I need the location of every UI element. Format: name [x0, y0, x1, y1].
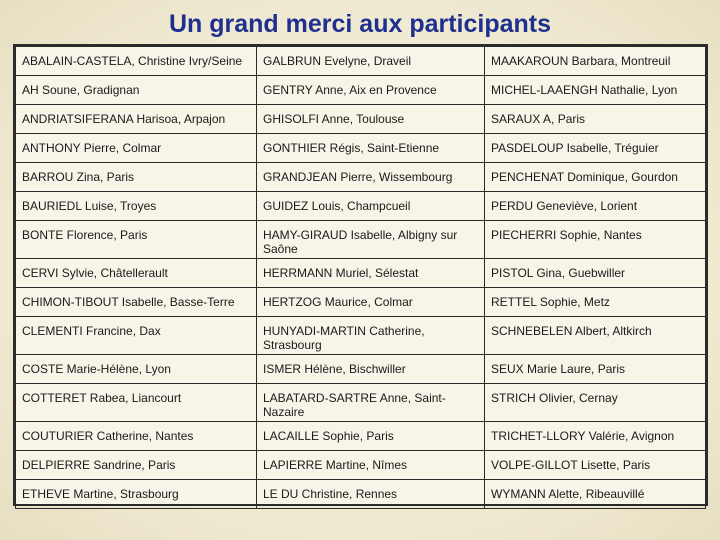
participant-cell: ANDRIATSIFERANA Harisoa, Arpajon	[16, 105, 257, 134]
participant-cell: BAURIEDL Luise, Troyes	[16, 192, 257, 221]
table-row	[16, 76, 706, 105]
participant-cell: SCHNEBELEN Albert, Altkirch	[485, 317, 706, 355]
table-row	[16, 47, 706, 76]
participant-cell: PERDU Geneviève, Lorient	[485, 192, 706, 221]
participant-cell: GUIDEZ Louis, Champcueil	[257, 192, 485, 221]
participant-cell: LAPIERRE Martine, Nîmes	[257, 451, 485, 480]
participant-cell: PIECHERRI Sophie, Nantes	[485, 221, 706, 259]
participant-cell: ETHEVE Martine, Strasbourg	[16, 480, 257, 509]
participant-cell: PENCHENAT Dominique, Gourdon	[485, 163, 706, 192]
participant-cell: MAAKAROUN Barbara, Montreuil	[485, 47, 706, 76]
participant-cell: VOLPE-GILLOT Lisette, Paris	[485, 451, 706, 480]
participant-cell: MICHEL-LAAENGH Nathalie, Lyon	[485, 76, 706, 105]
slide-title: Un grand merci aux participants	[168, 10, 552, 38]
table-row	[16, 163, 706, 192]
participant-cell: RETTEL Sophie, Metz	[485, 288, 706, 317]
participant-cell: GALBRUN Evelyne, Draveil	[257, 47, 485, 76]
participant-cell: ISMER Hélène, Bischwiller	[257, 355, 485, 384]
table-row	[16, 317, 706, 355]
table-row	[16, 259, 706, 288]
table-row	[16, 384, 706, 422]
participant-cell: GONTHIER Régis, Saint-Etienne	[257, 134, 485, 163]
participant-cell: HAMY-GIRAUD Isabelle, Albigny sur Saône	[257, 221, 485, 259]
participant-cell: ANTHONY Pierre, Colmar	[16, 134, 257, 163]
table-row	[16, 221, 706, 259]
table-row	[16, 355, 706, 384]
participant-cell: SEUX Marie Laure, Paris	[485, 355, 706, 384]
participants-table	[13, 44, 708, 506]
participant-cell: PASDELOUP Isabelle, Tréguier	[485, 134, 706, 163]
participant-cell: CHIMON-TIBOUT Isabelle, Basse-Terre	[16, 288, 257, 317]
participant-cell: ABALAIN-CASTELA, Christine Ivry/Seine	[16, 47, 257, 76]
table-row	[16, 288, 706, 317]
table-row	[16, 422, 706, 451]
participant-cell: LABATARD-SARTRE Anne, Saint-Nazaire	[257, 384, 485, 422]
table-row	[16, 480, 706, 509]
participant-cell: CERVI Sylvie, Châtellerault	[16, 259, 257, 288]
participant-cell: GENTRY Anne, Aix en Provence	[257, 76, 485, 105]
participant-cell: CLEMENTI Francine, Dax	[16, 317, 257, 355]
participants-table-body	[16, 47, 706, 509]
participant-cell: GHISOLFI Anne, Toulouse	[257, 105, 485, 134]
participant-cell: SARAUX A, Paris	[485, 105, 706, 134]
participant-cell: WYMANN Alette, Ribeauvillé	[485, 480, 706, 509]
participant-cell: COSTE Marie-Hélène, Lyon	[16, 355, 257, 384]
participant-cell: STRICH Olivier, Cernay	[485, 384, 706, 422]
participant-cell: GRANDJEAN Pierre, Wissembourg	[257, 163, 485, 192]
participant-cell: DELPIERRE Sandrine, Paris	[16, 451, 257, 480]
participant-cell: BARROU Zina, Paris	[16, 163, 257, 192]
participant-cell: PISTOL Gina, Guebwiller	[485, 259, 706, 288]
participant-cell: HERTZOG Maurice, Colmar	[257, 288, 485, 317]
participant-cell: LACAILLE Sophie, Paris	[257, 422, 485, 451]
participant-cell: HERRMANN Muriel, Sélestat	[257, 259, 485, 288]
table-row	[16, 192, 706, 221]
participant-cell: BONTE Florence, Paris	[16, 221, 257, 259]
table-row	[16, 134, 706, 163]
participant-cell: AH Soune, Gradignan	[16, 76, 257, 105]
participant-cell: COTTERET Rabea, Liancourt	[16, 384, 257, 422]
table-row	[16, 451, 706, 480]
participant-cell: HUNYADI-MARTIN Catherine, Strasbourg	[257, 317, 485, 355]
participant-cell: COUTURIER Catherine, Nantes	[16, 422, 257, 451]
participant-cell: LE DU Christine, Rennes	[257, 480, 485, 509]
participant-cell: TRICHET-LLORY Valérie, Avignon	[485, 422, 706, 451]
table-row	[16, 105, 706, 134]
